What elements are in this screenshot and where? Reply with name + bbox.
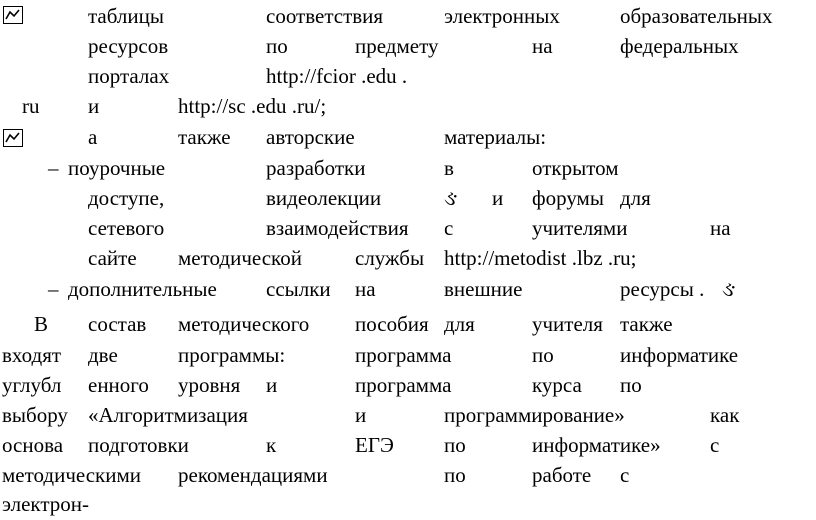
word: методического (178, 312, 310, 336)
word: уровня (178, 373, 241, 397)
word: ресурсов (88, 34, 169, 58)
word: ссылки (266, 277, 331, 301)
word: программа (355, 373, 452, 397)
word: форумы (532, 186, 604, 210)
word: для (444, 312, 475, 336)
link-text: http://metodist .lbz .ru; (444, 246, 637, 270)
word: работе (532, 463, 592, 487)
word: соответствия (266, 4, 384, 28)
word: по (532, 343, 554, 367)
word: к (266, 433, 277, 457)
word: программы: (178, 343, 286, 367)
word: службы (355, 246, 425, 270)
word: ЕГЭ (355, 433, 394, 457)
word: В (34, 312, 49, 336)
word: методической (178, 246, 302, 270)
word: сетевого (88, 216, 165, 240)
word: программирование» (444, 403, 625, 427)
word: с (444, 216, 454, 240)
word: и (355, 403, 367, 427)
word: «Алгоритмизация (88, 403, 248, 427)
word: на (710, 216, 731, 240)
word: порталах (88, 64, 170, 88)
word: доступе, (88, 186, 165, 210)
word: и (266, 373, 278, 397)
word: основа (2, 433, 64, 457)
word: также (620, 312, 673, 336)
word: сайте (88, 246, 137, 270)
list-dash: – (48, 277, 59, 301)
word: по (444, 463, 466, 487)
checkbox-tick-icon (3, 6, 23, 24)
word: разработки (266, 156, 366, 180)
word: на (355, 277, 376, 301)
word: ресурсы . (620, 277, 705, 301)
word: взаимодействия (266, 216, 409, 240)
word: электрон- (2, 492, 90, 516)
word: также (178, 125, 231, 149)
word: выбору (2, 403, 68, 427)
word: информатике» (532, 433, 661, 457)
word: подготовки (88, 433, 189, 457)
word: углубл (2, 373, 62, 397)
list-dash: – (48, 156, 59, 180)
word: две (88, 343, 118, 367)
word: с (710, 433, 720, 457)
word: курса (532, 373, 582, 397)
word: учителя (532, 312, 603, 336)
word: как (710, 403, 740, 427)
word: по (266, 34, 288, 58)
word: по (444, 433, 466, 457)
word: видеолекции (266, 186, 382, 210)
word: федеральных (620, 34, 739, 58)
word: с (620, 463, 630, 487)
word: методическими (2, 463, 142, 487)
word: поурочные (68, 156, 166, 180)
word: внешние (444, 277, 523, 301)
word: ru (22, 94, 40, 118)
word: и (492, 186, 504, 210)
word: информатике (620, 343, 739, 367)
word: учителями (532, 216, 628, 240)
word: таблицы (88, 4, 164, 28)
word: в (444, 156, 454, 180)
word: программа (355, 343, 452, 367)
word: по (620, 373, 642, 397)
word: пособия (355, 312, 429, 336)
word: енного (88, 373, 149, 397)
word: авторские (266, 125, 355, 149)
word: входят (2, 343, 62, 367)
word: дополнительные (68, 277, 217, 301)
decorative-glyph-icon: ઙ (444, 186, 458, 210)
link-text: http://fcior .edu . (266, 64, 408, 88)
decorative-glyph-icon: ઙ (722, 277, 736, 301)
word: образовательных (620, 4, 773, 28)
word: предмету (355, 34, 439, 58)
word: и (88, 94, 100, 118)
checkbox-tick-icon (3, 129, 23, 147)
word: рекомендациями (178, 463, 328, 487)
word: на (532, 34, 553, 58)
word: открытом (532, 156, 619, 180)
link-text: http://sc .edu .ru/; (178, 94, 327, 118)
word: электронных (444, 4, 560, 28)
word: для (620, 186, 651, 210)
word: состав (88, 312, 147, 336)
word: материалы: (444, 125, 547, 149)
word: а (88, 125, 98, 149)
